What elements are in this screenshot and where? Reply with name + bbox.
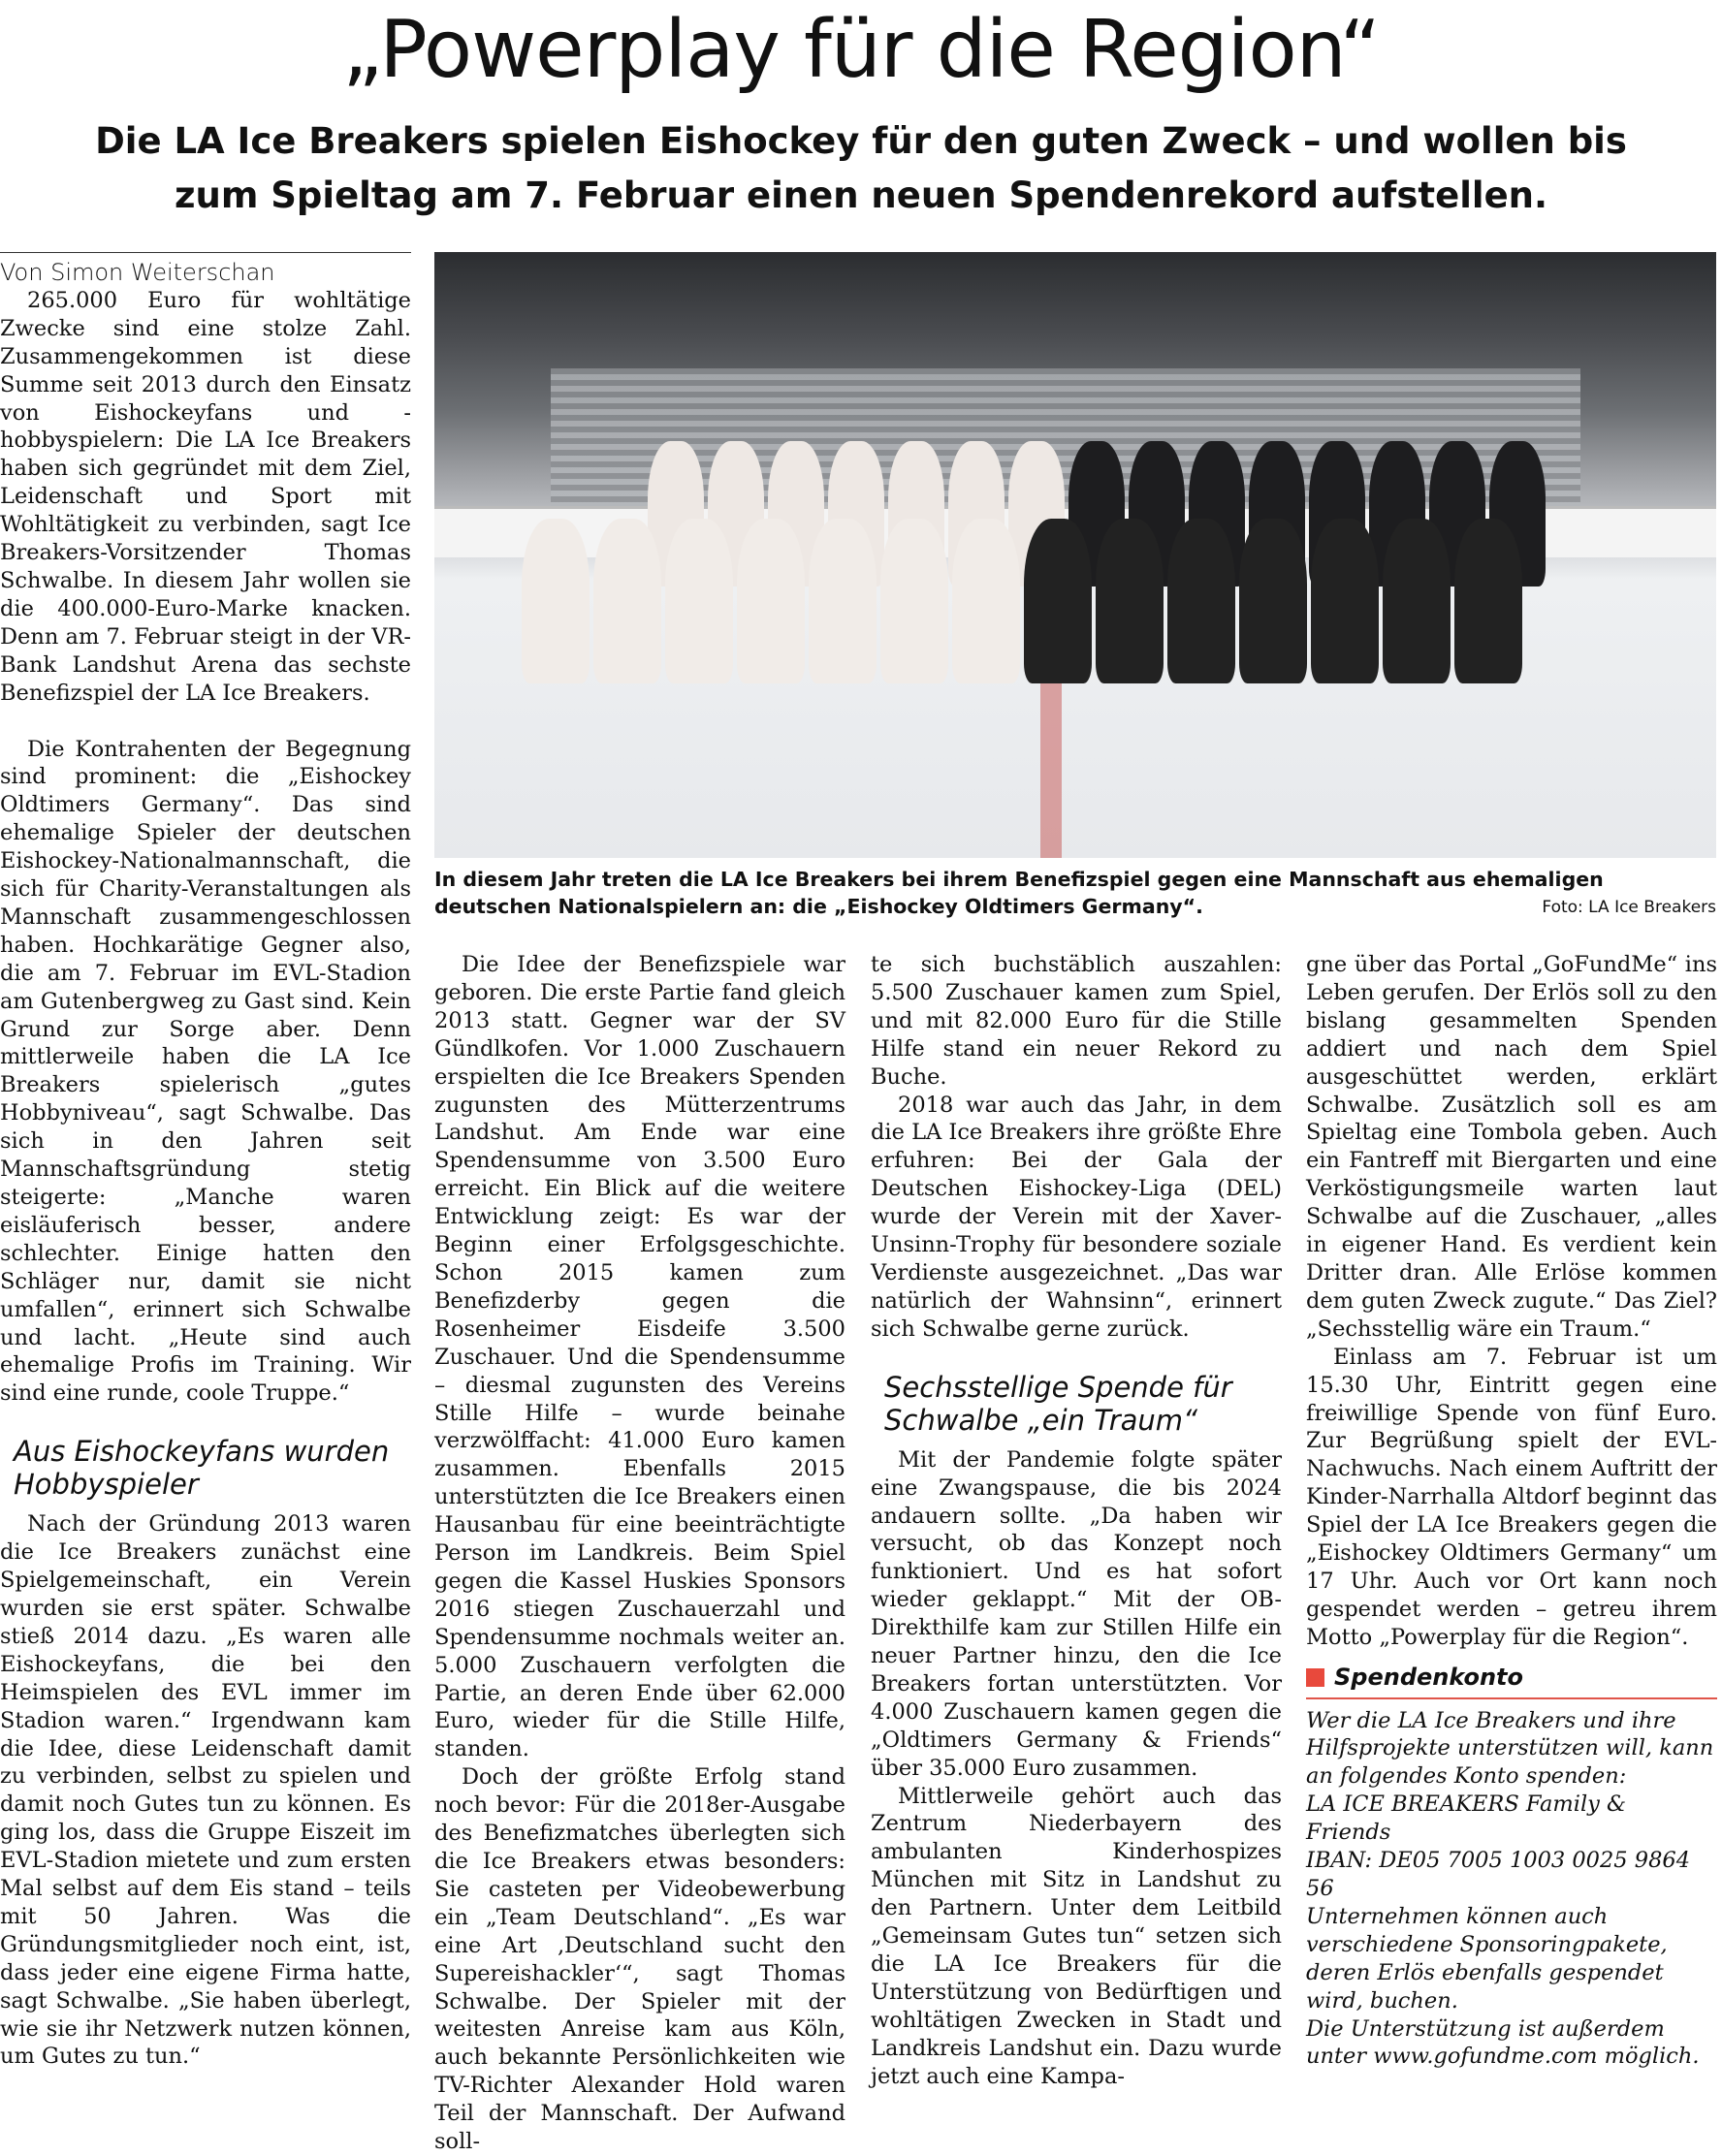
paragraph: 265.000 Euro für wohltätige Zwecke sind eine stolze Zahl. Zusammengekommen ist diese Summe seit 2013 durch den Einsatz von Eishockeyfans und -hobbyspielern: Die LA Ice Breakers haben sich gegründet mit dem Ziel, Leidenschaft und Sport mit Wohltätigkeit zu verbinden, sagt Ice Breakers-Vorsitzender Thomas Schwalbe. In diesem Jahr wollen sie die 400.000-Euro-Marke knacken. Denn am 7. Februar steigt in der VR-Bank Landshut Arena das sechste Benefizspiel der LA Ice Breakers. bbox=[0, 287, 411, 706]
player-figure bbox=[1383, 519, 1451, 683]
player-figure bbox=[880, 519, 948, 683]
byline: Von Simon Weiterschan bbox=[0, 259, 275, 286]
player-figure bbox=[1311, 519, 1379, 683]
photo-caption: In diesem Jahr treten die LA Ice Breakers bei ihrem Benefizspiel gegen eine Mannschaft aus ehemaligen deutschen Nationalspielern an: die „Eishockey Oldtimers Germany“. bbox=[434, 868, 1604, 918]
info-box-header bbox=[1306, 1656, 1717, 1699]
subtitle: Die LA Ice Breakers spielen Eishockey für den guten Zweck – und wollen bis zum Spieltag am 7. Februar einen neuen Spendenrekord aufstellen. bbox=[95, 120, 1627, 216]
paragraph: Doch der größte Erfolg stand noch bevor: Für die 2018er-Ausgabe des Benefizmatches überlegten sich die Ice Breakers etwas besonders: Sie casteten per Videobewerbung ein „Team Deutschland“. „Es war eine Art ‚Deutschland sucht den Supereishackler‘“, sagt Thomas Schwalbe. Der Spieler mit der weitesten Anreise kam aus Köln, auch bekannte Persönlichkeiten wie TV-Richter Alexander Hold waren Teil der Mannschaft. Der Aufwand soll- bbox=[434, 1764, 845, 2155]
paragraph: te sich buchstäblich auszahlen: 5.500 Zuschauer kamen zum Spiel, und mit 82.000 Euro für die Stille Hilfe stand ein neuer Rekord zu Buche. bbox=[871, 952, 1282, 1090]
headline: „Powerplay für die Region“ bbox=[341, 4, 1381, 96]
paragraph: Die Idee der Benefizspiele war geboren. Die erste Partie fand gleich 2013 statt. Gegner war der SV Gündlkofen. Vor 1.000 Zuschauern erspielten die Ice Breakers Spenden zugunsten des Mütterzentrums Landshut. Am Ende war eine Spendensumme von 3.500 Euro erreicht. Ein Blick auf die weitere Entwicklung zeigt: Es war der Beginn einer Erfolgsgeschichte. Schon 2015 kamen zum Benefizderby gegen die Rosenheimer Eisdeife 3.500 Zuschauer. Und die Spendensumme – diesmal zugunsten des Vereins Stille Hilfe – wurde beinahe verzwölffacht: 41.000 Euro kamen zusammen. Ebenfalls 2015 unterstützten die Ice Breakers einen Hausanbau für eine beeinträchtigte Person im Landkreis. Beim Spiel gegen die Kassel Huskies Sponsors 2016 stiegen Zuschauerzahl und Spendensumme nochmals weiter an. 5.000 Zuschauern verfolgten die Partie, an deren Ende über 62.000 Euro, wieder für die Stille Hilfe, standen. bbox=[434, 952, 845, 1762]
subheading: Sechsstellige Spende für Schwalbe „ein Traum“ bbox=[884, 1370, 1232, 1437]
player-figure bbox=[522, 519, 590, 683]
player-figure bbox=[1096, 519, 1164, 683]
paragraph: Nach der Gründung 2013 waren die Ice Breakers zunächst eine Spielgemeinschaft, ein Verein wurden sie erst später. Schwalbe stieß 2014 dazu. „Es waren alle Eishockeyfans, die bei den Heimspielen des EVL immer im Stadion waren.“ Irgendwann kam die Idee, diese Leidenschaft damit zu verbinden, selbst zu spielen und damit noch Gutes tun zu können. Es ging los, dass die Gruppe Eiszeit im EVL-Stadion mietete und zum ersten Mal selbst auf dem Eis stand – teils mit 50 Jahren. Was die Gründungsmitglieder noch eint, ist, dass jeder eine eigene Firma hatte, sagt Schwalbe. „Sie haben überlegt, wie sie ihr Netzwerk nutzen können, um Gutes zu tun.“ bbox=[0, 1511, 411, 2070]
info-box-line: Wer die LA Ice Breakers und ihre Hilfsprojekte unterstützen will, kann an folgendes Konto spenden: bbox=[1306, 1707, 1714, 1790]
paragraph: Einlass am 7. Februar ist um 15.30 Uhr, Eintritt gegen eine freiwillige Spende von fünf Euro. Zur Begrüßung spielt der EVL-Nachwuchs. Nach einem Auftritt der Kinder-Narrhalla Altdorf beginnt das Spiel der LA Ice Breakers gegen die „Eishockey Oldtimers Germany“ um 17 Uhr. Auch vor Ort kann noch gespendet werden – getreu ihrem Motto „Powerplay für die Region“. bbox=[1306, 1344, 1717, 1650]
player-figure bbox=[809, 519, 877, 683]
paragraph: 2018 war auch das Jahr, in dem die LA Ice Breakers ihre größte Ehre erfuhren: Bei der Gala der Deutschen Eishockey-Liga (DEL) wurde der Verein mit der Xaver-Unsinn-Trophy für besondere soziale Verdienste ausgezeichnet. „Das war natürlich der Wahnsinn“, erinnert sich Schwalbe gerne zurück. bbox=[871, 1092, 1282, 1342]
paragraph: Die Kontrahenten der Begegnung sind prominent: die „Eishockey Oldtimers Germany“. Das sind ehemalige Spieler der deutschen Eishockey-Nationalmannschaft, die sich für Charity-Veranstaltungen als Mannschaft zusammengeschlossen haben. Hochkarätige Gegner also, die am 7. Februar im EVL-Stadion am Gutenbergweg zu Gast sind. Kein Grund zur Sorge aber. Denn mittlerweile haben die LA Ice Breakers spielerisch „gutes Hobbyniveau“, sagt Schwalbe. Das sich in den Jahren seit Mannschaftsgründung stetig steigerte: „Manche waren eisläuferisch besser, andere schlechter. Einige hatten den Schläger nur, damit sie nicht umfallen“, erinnert sich Schwalbe und lacht. „Heute sind auch ehemalige Profis im Training. Wir sind eine runde, coole Truppe.“ bbox=[0, 736, 411, 1407]
column-4 bbox=[1306, 951, 1717, 2071]
player-figure bbox=[665, 519, 733, 683]
paragraph: Mit der Pandemie folgte später eine Zwangspause, die bis 2024 andauern sollte. „Da haben wir versucht, ob das Konzept noch funktioniert. Und es hat sofort wieder geklappt.“ Mit der OB-Direkthilfe kam zur Stillen Hilfe ein neuer Partner hinzu, den die Ice Breakers fortan unterstützten. Vor 4.000 Zuschauern kamen gegen die „Oldtimers Germany & Friends“ über 35.000 Euro zusammen. bbox=[871, 1446, 1282, 1781]
arena-stands bbox=[551, 368, 1580, 514]
column-2 bbox=[434, 951, 845, 2156]
player-figure bbox=[1167, 519, 1235, 683]
info-box-title: Spendenkonto bbox=[1334, 1663, 1524, 1691]
info-box-line: Unternehmen können auch verschiedene Sponsoringpakete, deren Erlös ebenfalls gespendet wird, buchen. bbox=[1306, 1903, 1668, 2013]
paragraph: gne über das Portal „GoFundMe“ ins Leben gerufen. Der Erlös soll zu den bislang gesammelten Spenden addiert und nach dem Spiel ausgeschüttet werden, erklärt Schwalbe. Zusätzlich soll es am Spieltag eine Tombola geben. Auch ein Fantreff mit Biergarten und eine Verköstigungsmeile warten laut Schwalbe auf die Zuschauer, „alles in eigener Hand. Es verdient kein Dritter dran. Alle Erlöse kommen dem guten Zweck zugute.“ Das Ziel? „Sechsstellig wäre ein Traum.“ bbox=[1306, 952, 1717, 1342]
photo-credit: Foto: LA Ice Breakers bbox=[1542, 898, 1716, 917]
player-figure bbox=[593, 519, 661, 683]
info-box-line: IBAN: DE05 7005 1003 0025 9864 56 bbox=[1306, 1848, 1691, 1901]
paragraph: Mittlerweile gehört auch das Zentrum Niederbayern des ambulanten Kinderhospizes München mit Sitz in Landshut zu den Partnern. Unter dem Leitbild „Gemeinsam Gutes tun“ setzen sich die LA Ice Breakers für die Unterstützung von Bedürftigen und wohltätigen Zwecken in Stadt und Landkreis Landshut ein. Dazu wurde jetzt auch eine Kampa- bbox=[871, 1783, 1282, 2089]
info-box-line: Die Unterstützung ist außerdem unter www.gofundme.com möglich. bbox=[1306, 2015, 1700, 2070]
player-figure bbox=[1239, 519, 1307, 683]
red-square-icon bbox=[1306, 1668, 1324, 1687]
player-figure bbox=[737, 519, 805, 683]
player-figure bbox=[1024, 519, 1092, 683]
column-1 bbox=[0, 252, 411, 2071]
info-box bbox=[1306, 1707, 1717, 2072]
info-box-line: LA ICE BREAKERS Family & Friends bbox=[1306, 1791, 1627, 1846]
player-figure bbox=[952, 519, 1020, 683]
column-3 bbox=[871, 951, 1282, 2091]
subheading: Aus Eishockeyfans wurden Hobbyspieler bbox=[14, 1435, 390, 1502]
team-photo bbox=[434, 252, 1716, 858]
player-figure bbox=[1454, 519, 1522, 683]
